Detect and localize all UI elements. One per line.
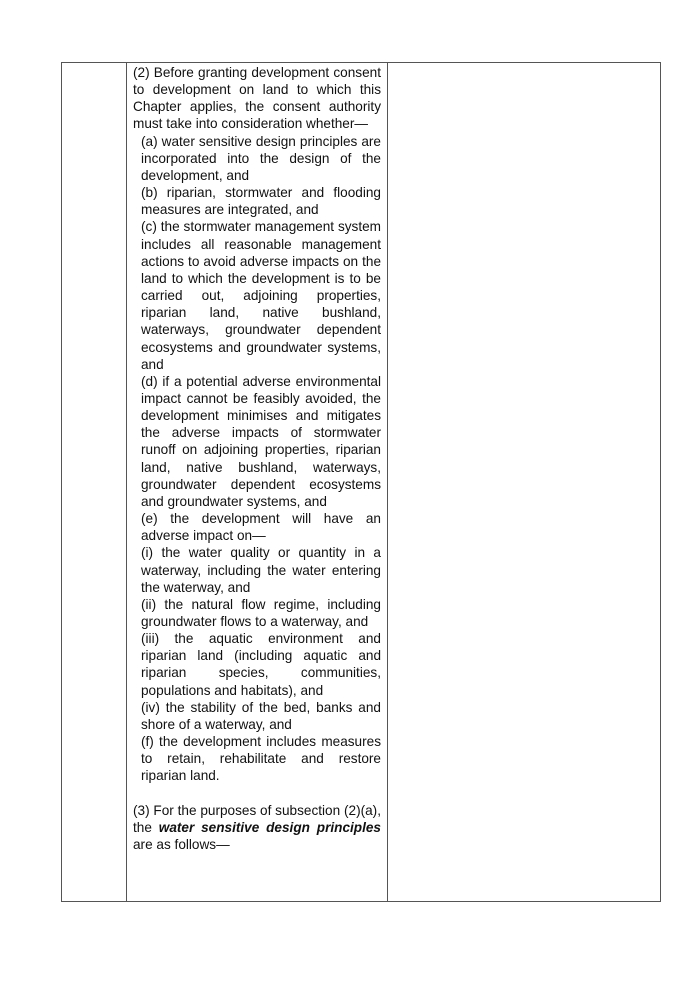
paragraph-b: (b) riparian, stormwater and flooding measures are integrated, and [141, 185, 381, 218]
subsection-3-tail: are as follows— [133, 836, 230, 852]
subsection-3 [133, 802, 381, 853]
clause-text-cell [127, 63, 388, 902]
legislation-table [61, 62, 661, 902]
defined-term: water sensitive design principles [158, 819, 381, 835]
left-empty-cell [62, 63, 127, 902]
subsection-3-lead: (3) For the purposes of subsection (2)(a), the [133, 802, 381, 835]
subparagraph-i: (i) the water quality or quantity in a waterway, including the water entering the waterway, and [141, 545, 381, 595]
subparagraph-iv: (iv) the stability of the bed, banks and shore of a waterway, and [141, 699, 381, 732]
paragraph-f: (f) the development includes measures to retain, rehabilitate and restore riparian land. [141, 734, 381, 784]
right-empty-cell [388, 63, 661, 902]
subsection-2-intro: (2) Before granting development consent to development on land to which this Chapter applies, the consent authority must take into consideration whether— [133, 65, 381, 132]
paragraph-c: (c) the stormwater management system includes all reasonable management actions to avoid adverse impacts on the land to which the development is to be carried out, adjoining properties, riparian land, native bushland, waterways, groundwater dependent ecosystems and groundwater systems, and [141, 219, 381, 372]
clause-text [127, 63, 387, 853]
table-row [62, 63, 661, 902]
paragraph-d: (d) if a potential adverse environmental impact cannot be feasibly avoided, the development minimises and mitigates the adverse impacts of stormwater runoff on adjoining properties, riparian land, native bushland, waterways, groundwater dependent ecosystems and groundwater systems, and [141, 373, 381, 509]
subparagraph-ii: (ii) the natural flow regime, including groundwater flows to a waterway, and [141, 596, 381, 629]
subparagraph-iii: (iii) the aquatic environment and riparian land (including aquatic and riparian species, communities, populations and habitats), and [141, 631, 381, 698]
paragraph-a: (a) water sensitive design principles are incorporated into the design of the development, and [141, 133, 381, 183]
paragraph-e: (e) the development will have an adverse impact on— [141, 511, 381, 544]
